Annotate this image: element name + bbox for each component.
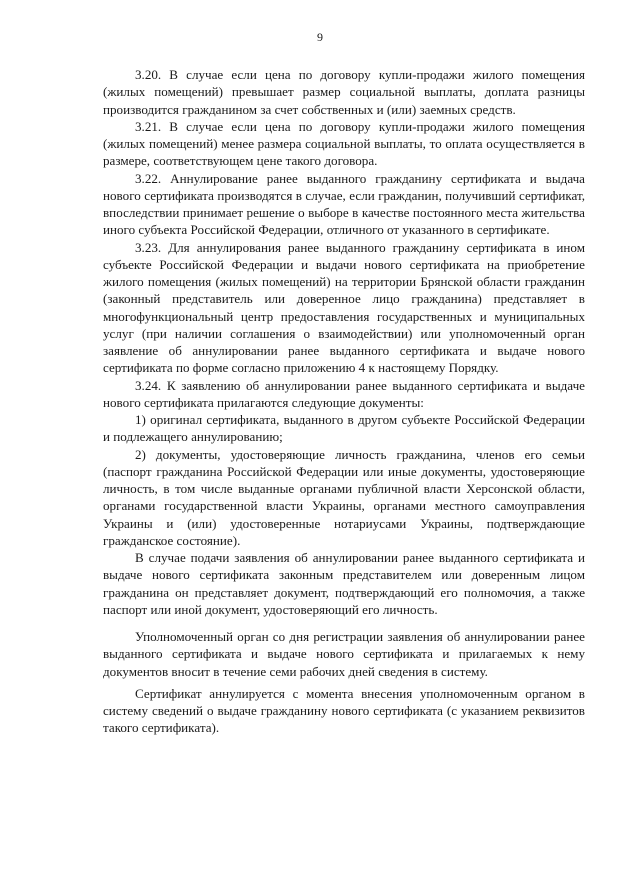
paragraph-authorized-body: Уполномоченный орган со дня регистрации заявления об аннулировании ранее выданного сертификата и выдаче нового сертификата и прилагаемых к нему документов вносит в течение семи рабочих дней сведения в систему. [103,629,585,679]
paragraph-3-21: 3.21. В случае если цена по договору купли-продажи жилого помещения (жилых помещений) менее размера социальной выплаты, то оплата осуществляется в размере, соответствующем цене такого договора. [103,118,585,169]
list-item-2: 2) документы, удостоверяющие личность гражданина, членов его семьи (паспорт гражданина Российской Федерации или иные документы, удостоверяющие личность, в том числе выданные органами публичной власти Херсонской области, органами государственной власти Украины, органами местного самоуправления Украины и (или) удостоверенные нотариусами Украины, подтверждающие гражданское состояние). [103,446,585,548]
page-number: 9 [317,30,323,44]
paragraph-3-24: 3.24. К заявлению об аннулировании ранее выданного сертификата и выдаче нового сертификата прилагаются следующие документы: [103,377,585,410]
document-body [103,66,585,737]
paragraph-certificate-cancelled: Сертификат аннулируется с момента внесения уполномоченным органом в систему сведений о выдаче гражданину нового сертификата (с указанием реквизитов такого сертификата). [103,685,585,736]
paragraph-3-23: 3.23. Для аннулирования ранее выданного гражданину сертификата в ином субъекте Российской Федерации и выдачи нового сертификата на приобретение жилого помещения (жилых помещений) на территории Брянской области гражданин (законный представитель или доверенное лицо гражданина) представляет в многофункциональный центр предоставления государственных и муниципальных услуг (при наличии соглашения о взаимодействии) или уполномоченный орган заявление об аннулировании ранее выданного сертификата и выдаче нового сертификата по форме согласно приложению 4 к настоящему Порядку. [103,239,585,376]
paragraph-representative: В случае подачи заявления об аннулировании ранее выданного сертификата и выдаче нового сертификата законным представителем или доверенным лицом гражданина он представляет документ, подтверждающий его полномочия, а также паспорт или иной документ, удостоверяющий его личность. [103,550,585,617]
paragraph-3-22: 3.22. Аннулирование ранее выданного гражданину сертификата и выдача нового сертификата производятся в случае, если гражданин, получивший сертификат, впоследствии принимает решение о выборе в качестве постоянного места жительства иного субъекта Российской Федерации, отличного от указанного в сертификате. [103,170,585,238]
paragraph-3-20: 3.20. В случае если цена по договору купли-продажи жилого помещения (жилых помещений) превышает размер социальной выплаты, доплата разницы производится гражданином за счет собственных и (или) заемных средств. [103,67,585,117]
list-item-1: 1) оригинал сертификата, выданного в другом субъекте Российской Федерации и подлежащего аннулированию; [103,412,585,445]
